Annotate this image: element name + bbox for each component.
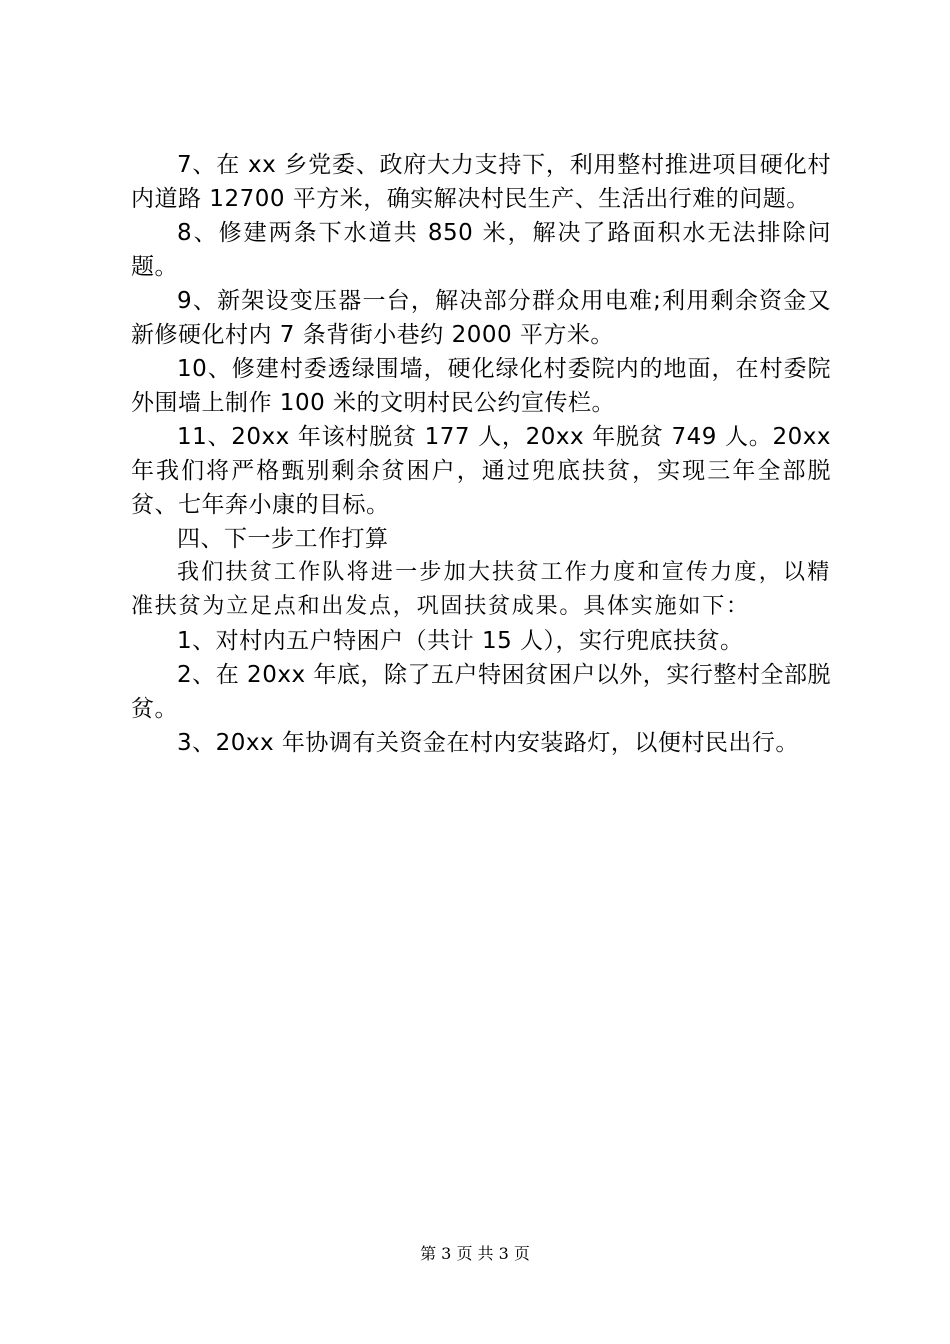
plan-item-2: 2、在 20xx 年底，除了五户特困贫困户以外，实行整村全部脱贫。 <box>131 662 831 722</box>
paragraph-item-7: 7、在 xx 乡党委、政府大力支持下，利用整村推进项目硬化村内道路 12700 平方米，确实解决村民生产、生活出行难的问题。 <box>131 152 831 212</box>
paragraph-intro-next-steps: 我们扶贫工作队将进一步加大扶贫工作力度和宣传力度，以精准扶贫为立足点和出发点，巩固扶贫成果。具体实施如下： <box>131 560 831 619</box>
section-heading-next-steps: 四、下一步工作打算 <box>177 526 389 552</box>
plan-item-3: 3、20xx 年协调有关资金在村内安装路灯，以便村民出行。 <box>177 730 799 756</box>
paragraph-item-8: 8、修建两条下水道共 850 米，解决了路面积水无法排除问题。 <box>131 220 831 280</box>
document-body <box>131 148 831 760</box>
paragraph-item-10: 10、修建村委透绿围墙，硬化绿化村委院内的地面，在村委院外围墙上制作 100 米的文明村民公约宣传栏。 <box>131 356 831 416</box>
plan-item-1: 1、对村内五户特困户（共计 15 人），实行兜底扶贫。 <box>177 628 744 654</box>
page-number-footer: 第 3 页 共 3 页 <box>420 1244 530 1263</box>
paragraph-item-9: 9、新架设变压器一台，解决部分群众用电难;利用剩余资金又新修硬化村内 7 条背街小巷约 2000 平方米。 <box>131 288 831 348</box>
paragraph-item-11: 11、20xx 年该村脱贫 177 人，20xx 年脱贫 749 人。20xx 年我们将严格甄别剩余贫困户，通过兜底扶贫，实现三年全部脱贫、七年奔小康的目标。 <box>131 424 831 518</box>
